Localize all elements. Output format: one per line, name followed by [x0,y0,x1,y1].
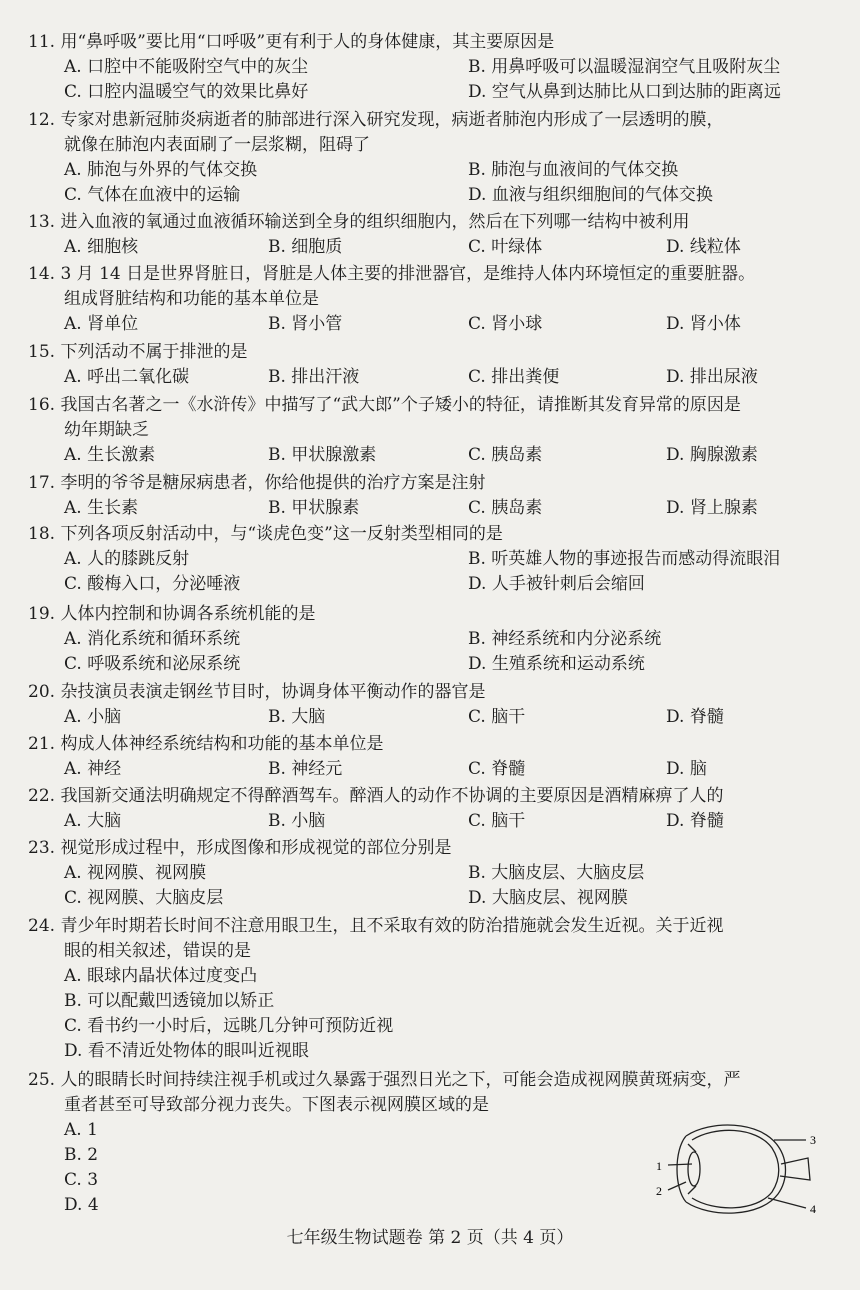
option-d[interactable]: D. 看不清近处物体的眼叫近视眼 [64,1041,309,1061]
question-12 [28,108,840,208]
option-b[interactable]: B. 神经系统和内分泌系统 [468,629,662,649]
option-a[interactable]: A. 视网膜、视网膜 [64,863,207,883]
option-a[interactable]: A. 神经 [64,759,122,779]
retina-layer [692,1130,779,1208]
question-14 [28,262,840,337]
question-stem: 13. 进入血液的氧通过血液循环输送到全身的组织细胞内，然后在下列哪一结构中被利用 [28,212,690,232]
option-b[interactable]: B. 甲状腺激素 [268,445,377,465]
option-a[interactable]: A. 生长激素 [64,445,156,465]
question-22 [28,784,840,834]
question-stem: 23. 视觉形成过程中，形成图像和形成视觉的部位分别是 [28,838,452,858]
question-stem: 22. 我国新交通法明确规定不得醉酒驾车。醉酒人的动作不协调的主要原因是酒精麻痹了人的 [28,786,724,806]
option-d[interactable]: D. 生殖系统和运动系统 [468,654,645,674]
option-b[interactable]: B. 神经元 [268,759,343,779]
option-c[interactable]: C. 脑干 [468,707,526,727]
question-16 [28,393,840,468]
diagram-label-4: 4 [810,1202,816,1216]
option-d[interactable]: D. 脊髓 [666,707,724,727]
option-a[interactable]: A. 肺泡与外界的气体交换 [64,160,258,180]
question-stem: 15. 下列活动不属于排泄的是 [28,342,248,362]
option-b[interactable]: B. 排出汗液 [268,367,360,387]
option-c[interactable]: C. 看书约一小时后，远眺几分钟可预防近视 [64,1016,394,1036]
question-stem-cont: 幼年期缺乏 [64,420,149,440]
question-15 [28,340,840,390]
option-c[interactable]: C. 呼吸系统和泌尿系统 [64,654,241,674]
question-11 [28,30,840,105]
question-23 [28,836,840,911]
option-d[interactable]: D. 排出尿液 [666,367,758,387]
option-c[interactable]: C. 脑干 [468,811,526,831]
question-stem: 21. 构成人体神经系统结构和功能的基本单位是 [28,734,384,754]
option-d[interactable]: D. 肾上腺素 [666,498,758,518]
question-stem-cont: 就像在肺泡内表面刷了一层浆糊，阻碍了 [64,135,370,155]
option-c[interactable]: C. 胰岛素 [468,498,543,518]
option-a[interactable]: A. 呼出二氧化碳 [64,367,190,387]
option-d[interactable]: D. 血液与组织细胞间的气体交换 [468,185,713,205]
option-a[interactable]: A. 口腔中不能吸附空气中的灰尘 [64,57,309,77]
option-b[interactable]: B. 甲状腺素 [268,498,360,518]
diagram-label-2: 2 [656,1184,662,1198]
option-c[interactable]: C. 胰岛素 [468,445,543,465]
option-d[interactable]: D. 大脑皮层、视网膜 [468,888,628,908]
question-stem: 20. 杂技演员表演走钢丝节目时，协调身体平衡动作的器官是 [28,682,486,702]
option-c[interactable]: C. 肾小球 [468,314,543,334]
question-stem: 18. 下列各项反射活动中，与“谈虎色变”这一反射类型相同的是 [28,524,503,544]
option-b[interactable]: B. 大脑皮层、大脑皮层 [468,863,645,883]
question-stem: 14. 3 月 14 日是世界肾脏日，肾脏是人体主要的排泄器官，是维持人体内环境恒定的重要脏器。 [28,264,756,284]
diagram-label-3: 3 [810,1133,816,1147]
option-c[interactable]: C. 酸梅入口，分泌唾液 [64,574,241,594]
sclera-outline [686,1125,786,1213]
option-c[interactable]: C. 气体在血液中的运输 [64,185,241,205]
option-b[interactable]: B. 小脑 [268,811,326,831]
question-stem: 11. 用“鼻呼吸”要比用“口呼吸”更有利于人的身体健康，其主要原因是 [28,32,555,52]
question-13 [28,210,840,260]
lens [688,1152,700,1186]
option-c[interactable]: C. 脊髓 [468,759,526,779]
cornea [677,1136,686,1202]
option-a[interactable]: A. 肾单位 [64,314,139,334]
diagram-label-1: 1 [656,1159,662,1173]
question-stem: 25. 人的眼睛长时间持续注视手机或过久暴露于强烈日光之下，可能会造成视网膜黄斑病变，严 [28,1070,741,1090]
option-a[interactable]: A. 大脑 [64,811,122,831]
option-c[interactable]: C. 排出粪便 [468,367,560,387]
question-stem-cont: 眼的相关叙述，错误的是 [64,941,251,961]
option-c[interactable]: C. 3 [64,1170,99,1190]
option-d[interactable]: D. 脊髓 [666,811,724,831]
option-b[interactable]: B. 2 [64,1145,99,1165]
option-c[interactable]: C. 口腔内温暖空气的效果比鼻好 [64,82,309,102]
page-footer: 七年级生物试题卷 第 2 页（共 4 页） [286,1228,574,1248]
eyeball-diagram [648,1118,828,1222]
question-18 [28,522,840,597]
option-d[interactable]: D. 人手被针刺后会缩回 [468,574,645,594]
question-stem: 17. 李明的爷爷是糖尿病患者，你给他提供的治疗方案是注射 [28,473,486,493]
question-stem-cont: 组成肾脏结构和功能的基本单位是 [64,289,319,309]
option-a[interactable]: A. 生长素 [64,498,139,518]
question-17 [28,471,840,521]
question-stem: 16. 我国古名著之一《水浒传》中描写了“武大郎”个子矮小的特征，请推断其发育异常的原因是 [28,395,741,415]
option-d[interactable]: D. 胸腺激素 [666,445,758,465]
option-a[interactable]: A. 消化系统和循环系统 [64,629,241,649]
option-a[interactable]: A. 细胞核 [64,237,139,257]
question-19 [28,602,840,677]
option-a[interactable]: A. 眼球内晶状体过度变凸 [64,966,258,986]
question-21 [28,732,840,782]
option-b[interactable]: B. 肾小管 [268,314,343,334]
option-d[interactable]: D. 肾小体 [666,314,741,334]
option-d[interactable]: D. 脑 [666,759,707,779]
option-b[interactable]: B. 可以配戴凹透镜加以矫正 [64,991,275,1011]
question-stem: 19. 人体内控制和协调各系统机能的是 [28,604,316,624]
question-stem: 24. 青少年时期若长时间不注意用眼卫生，且不采取有效的防治措施就会发生近视。关于近视 [28,916,724,936]
question-stem-cont: 重者甚至可导致部分视力丧失。下图表示视网膜区域的是 [64,1095,489,1115]
option-d[interactable]: D. 线粒体 [666,237,741,257]
option-b[interactable]: B. 大脑 [268,707,326,727]
question-20 [28,680,840,730]
option-d[interactable]: D. 空气从鼻到达肺比从口到达肺的距离远 [468,82,781,102]
question-stem: 12. 专家对患新冠肺炎病逝者的肺部进行深入研究发现，病逝者肺泡内形成了一层透明的膜， [28,110,724,130]
option-b[interactable]: B. 细胞质 [268,237,343,257]
option-b[interactable]: B. 听英雄人物的事迹报告而感动得流眼泪 [468,549,781,569]
option-d[interactable]: D. 4 [64,1195,99,1215]
question-24 [28,914,840,1064]
option-c[interactable]: C. 视网膜、大脑皮层 [64,888,224,908]
option-b[interactable]: B. 肺泡与血液间的气体交换 [468,160,679,180]
option-a[interactable]: A. 人的膝跳反射 [64,549,190,569]
option-c[interactable]: C. 叶绿体 [468,237,543,257]
option-a[interactable]: A. 小脑 [64,707,122,727]
option-b[interactable]: B. 用鼻呼吸可以温暖湿润空气且吸附灰尘 [468,57,781,77]
option-a[interactable]: A. 1 [64,1120,98,1140]
